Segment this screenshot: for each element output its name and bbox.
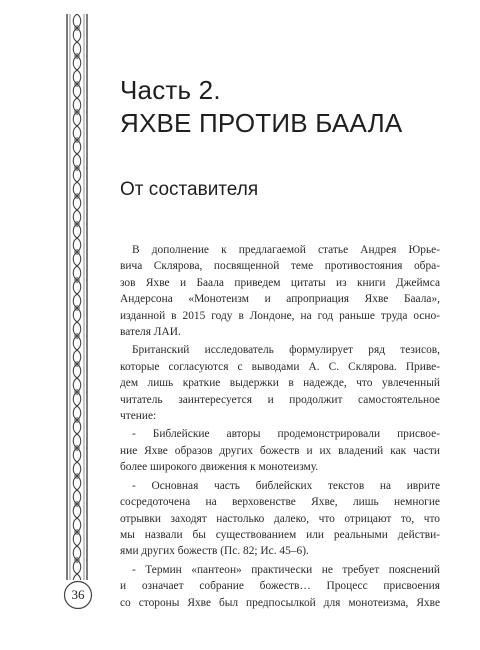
text-line: Британский исследователь формулирует ряд тезисов, bbox=[132, 344, 440, 357]
section-title: От составителя bbox=[120, 179, 259, 200]
text-line: мы назвали бы существованием или реальными действи- bbox=[120, 528, 440, 541]
part-title-line-1: Часть 2. bbox=[120, 75, 221, 105]
paragraph bbox=[120, 242, 440, 340]
paragraph bbox=[120, 562, 440, 611]
paragraph bbox=[120, 426, 440, 475]
page-number: 36 bbox=[71, 587, 85, 602]
part-title-line-2: ЯХВЕ ПРОТИВ БААЛА bbox=[120, 108, 403, 138]
ornamental-border-icon bbox=[65, 14, 89, 580]
text-line: более широкого движения к монотеизму. bbox=[120, 461, 319, 474]
text-line: со стороны Яхве был предпосылкой для монотеизма, Яхве bbox=[120, 596, 440, 609]
page-number-container bbox=[63, 580, 93, 610]
text-line: которые согласуются с выводами А. С. Склярова. Приве- bbox=[120, 360, 440, 373]
text-line: Андерсона «Монотеизм и апроприация Яхве Баала», bbox=[120, 293, 440, 306]
text-line: дем лишь краткие выдержки в надежде, что увлеченный bbox=[120, 377, 440, 390]
text-line: вича Склярова, посвященной теме противостояния обра- bbox=[120, 260, 440, 273]
text-line: зов Яхве и Баала приведем цитаты из книги Джеймса bbox=[120, 276, 440, 289]
text-line: вателя ЛАИ. bbox=[120, 326, 181, 339]
text-line: и означает собрание божеств… Процесс присвоения bbox=[120, 580, 440, 593]
paragraph bbox=[120, 342, 440, 424]
text-line: отрывки заходят настолько далеко, что отрицают то, что bbox=[120, 512, 440, 525]
text-line: В дополнение к предлагаемой статье Андрея Юрье- bbox=[132, 244, 440, 256]
text-line: - Термин «пантеон» практически не требует пояснений bbox=[132, 563, 440, 576]
paragraph bbox=[120, 478, 440, 560]
text-line: читатель заинтересуется и продолжит самостоятельное bbox=[120, 393, 440, 406]
text-line: ние Яхве образов других божеств и их владений как части bbox=[120, 444, 440, 457]
part-title bbox=[120, 74, 450, 140]
text-line: сосредоточена на верховенстве Яхве, лишь немногие bbox=[120, 496, 440, 509]
text-line: чтение: bbox=[120, 410, 157, 423]
body-text bbox=[120, 242, 440, 611]
text-line: - Основная часть библейских текстов на иврите bbox=[132, 479, 440, 492]
text-line: - Библейские авторы продемонстрировали присвое- bbox=[132, 428, 440, 441]
text-line: ями других божеств (Пс. 82; Ис. 45–6). bbox=[120, 545, 309, 558]
text-line: изданной в 2015 году в Лондоне, на год раньше труда осно- bbox=[120, 309, 440, 322]
